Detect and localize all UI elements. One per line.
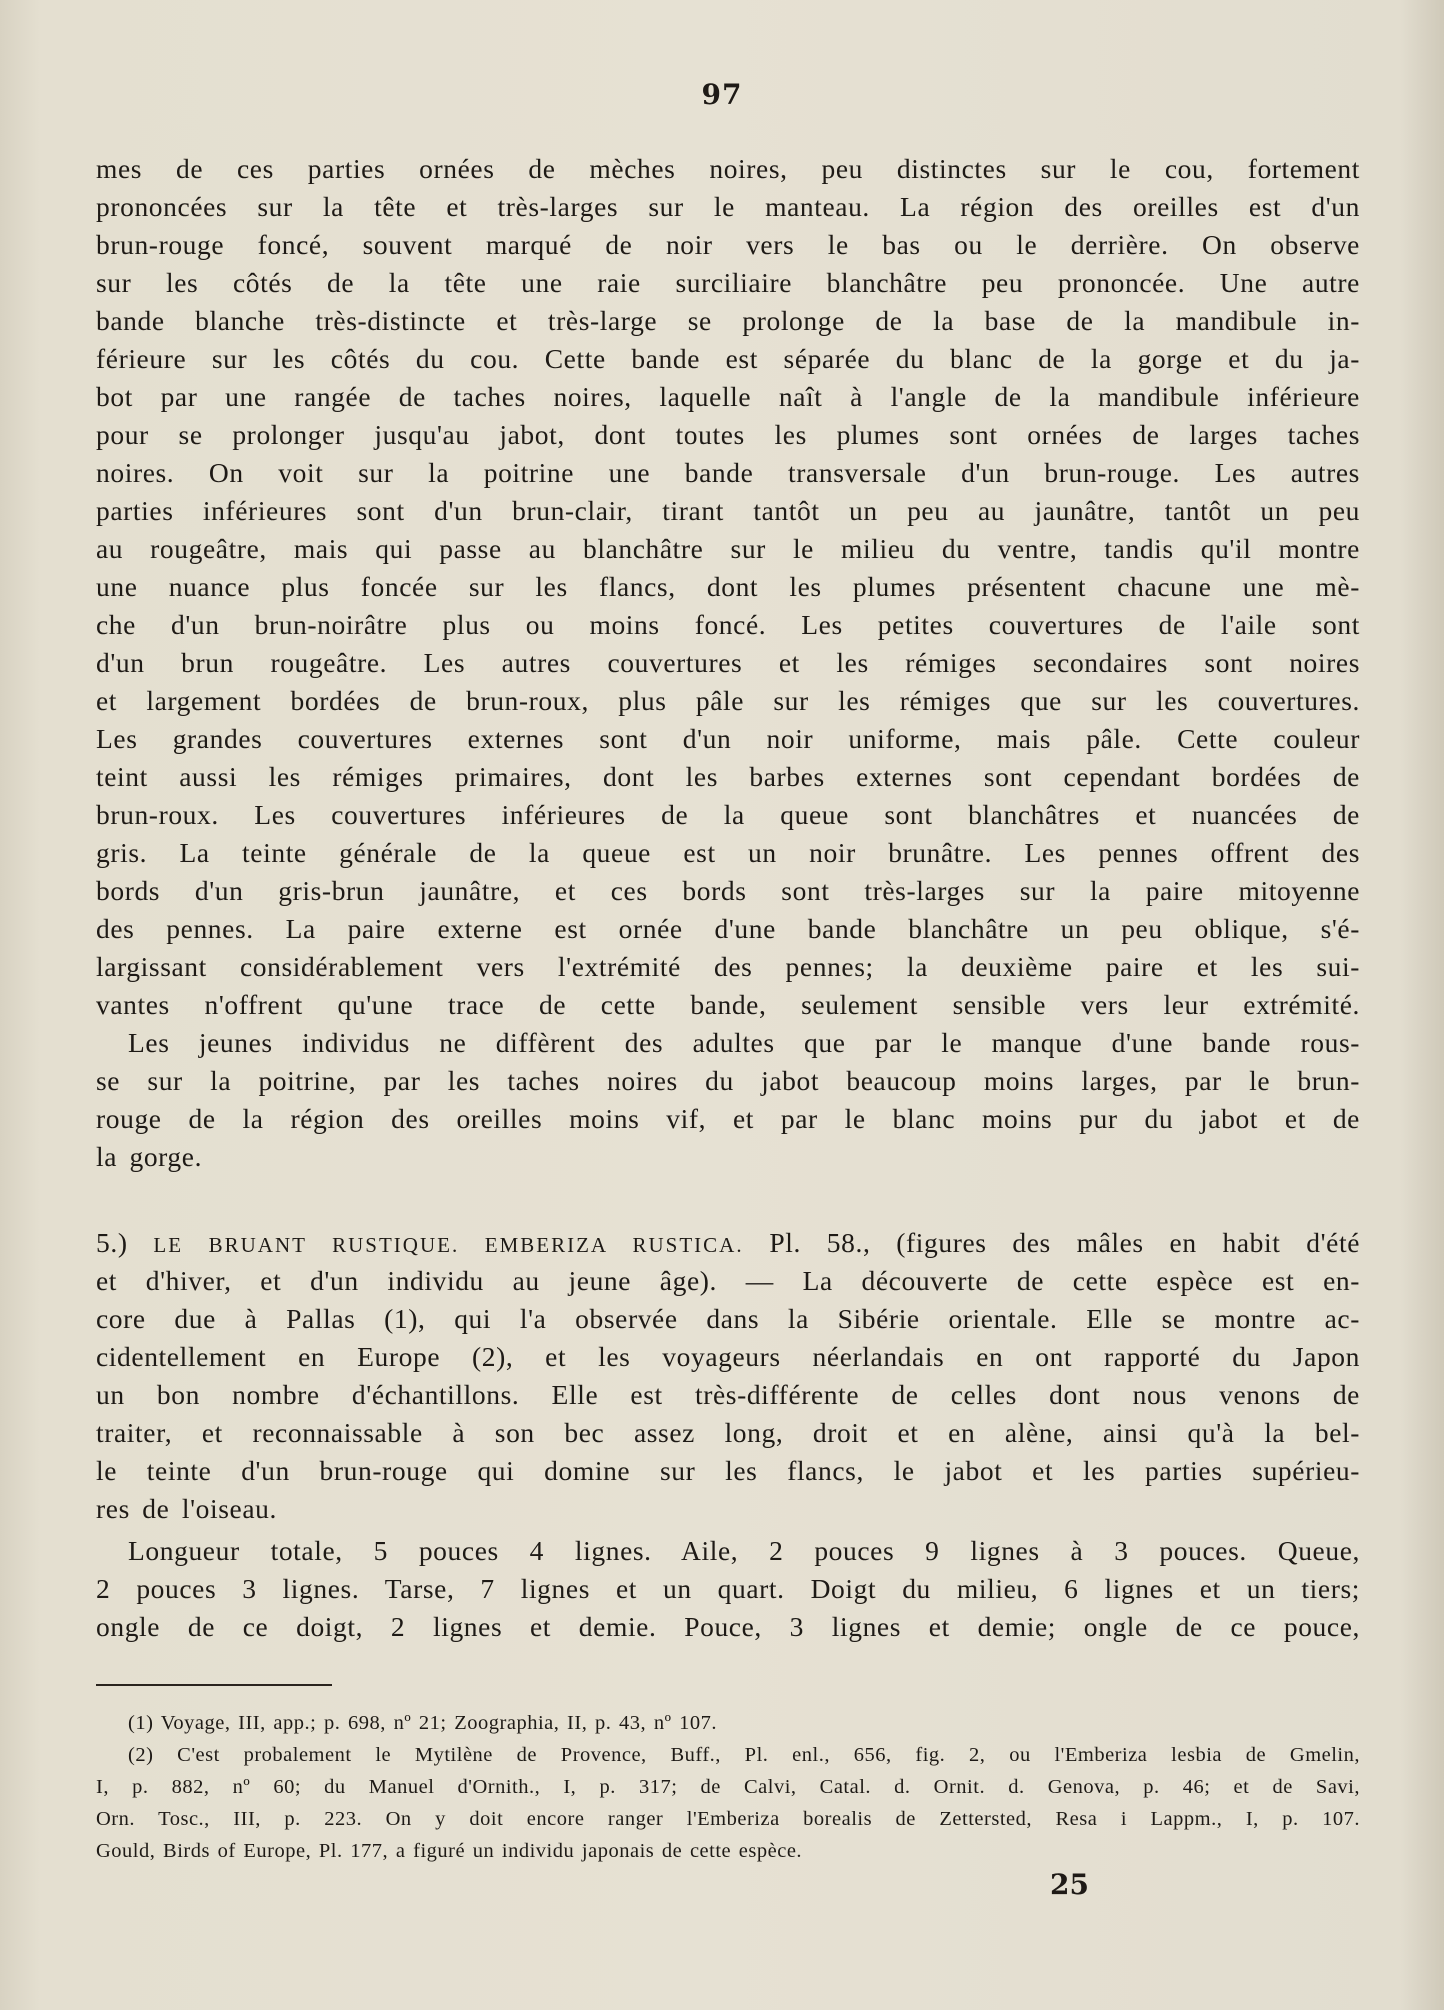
text-line: 2 pouces 3 lignes. Tarse, 7 lignes et un quart. Doigt du milieu, 6 lignes et un tiers; xyxy=(96,1573,1360,1604)
text-line: largissant considérablement vers l'extrémité des pennes; la deuxième paire et les sui- xyxy=(96,951,1360,982)
text-line: d'un brun rougeâtre. Les autres couvertures et les rémiges secondaires sont noires xyxy=(96,647,1360,678)
signature-mark: 25 xyxy=(1050,1868,1089,1901)
text-line: prononcées sur la tête et très-larges sur le manteau. La région des oreilles est d'un xyxy=(96,191,1360,222)
text-line: res de l'oiseau. xyxy=(96,1493,277,1524)
text-line: ongle de ce doigt, 2 lignes et demie. Pouce, 3 lignes et demie; ongle de ce pouce, xyxy=(96,1611,1360,1642)
text-line: teint aussi les rémiges primaires, dont les barbes externes sont cependant bordées de xyxy=(96,761,1360,792)
page-number: 97 xyxy=(701,78,743,111)
species-name: LE BRUANT RUSTIQUE. EMBERIZA RUSTICA. xyxy=(153,1233,744,1257)
footnote-rule xyxy=(96,1684,332,1686)
species-number: 5.) xyxy=(96,1227,128,1258)
text-line: traiter, et reconnaissable à son bec assez long, droit et en alène, ainsi qu'à la bel- xyxy=(96,1417,1360,1448)
text-line: et d'hiver, et d'un individu au jeune âge). — La découverte de cette espèce est en- xyxy=(96,1265,1360,1296)
text-line: la gorge. xyxy=(96,1141,203,1172)
footnote: Gould, Birds of Europe, Pl. 177, a figuré un individu japonais de cette espèce. xyxy=(96,1840,803,1862)
text-line: des pennes. La paire externe est ornée d'une bande blanchâtre un peu oblique, s'é- xyxy=(96,913,1360,944)
text-line: au rougeâtre, mais qui passe au blanchâtre sur le milieu du ventre, tandis qu'il montre xyxy=(96,533,1360,564)
footnote: I, p. 882, nº 60; du Manuel d'Ornith., I, p. 317; de Calvi, Catal. d. Ornit. d. Genova, p. 46; et de Savi, xyxy=(96,1776,1360,1798)
footnote: (1) Voyage, III, app.; p. 698, nº 21; Zoographia, II, p. 43, nº 107. xyxy=(128,1712,717,1734)
text-line: bords d'un gris-brun jaunâtre, et ces bords sont très-larges sur la paire mitoyenne xyxy=(96,875,1360,906)
text-line: brun-rouge foncé, souvent marqué de noir vers le bas ou le derrière. On observe xyxy=(96,229,1360,260)
text-line: sur les côtés de la tête une raie surciliaire blanchâtre peu prononcée. Une autre xyxy=(96,267,1360,298)
text-line: che d'un brun-noirâtre plus ou moins foncé. Les petites couvertures de l'aile sont xyxy=(96,609,1360,640)
text-line: cidentellement en Europe (2), et les voyageurs néerlandais en ont rapporté du Japon xyxy=(96,1341,1360,1372)
species-heading xyxy=(96,1224,1360,1262)
text-line: Les grandes couvertures externes sont d'un noir uniforme, mais pâle. Cette couleur xyxy=(96,723,1360,754)
text-line: Les jeunes individus ne diffèrent des adultes que par le manque d'une bande rous- xyxy=(128,1027,1360,1058)
text-line: un bon nombre d'échantillons. Elle est très-différente de celles dont nous venons de xyxy=(96,1379,1360,1410)
text-line: Longueur totale, 5 pouces 4 lignes. Aile, 2 pouces 9 lignes à 3 pouces. Queue, xyxy=(128,1535,1360,1566)
text-line: bot par une rangée de taches noires, laquelle naît à l'angle de la mandibule inférieure xyxy=(96,381,1360,412)
text-line: le teinte d'un brun-rouge qui domine sur les flancs, le jabot et les parties supérieu- xyxy=(96,1455,1360,1486)
text-line: pour se prolonger jusqu'au jabot, dont toutes les plumes sont ornées de larges taches xyxy=(96,419,1360,450)
footnote: (2) C'est probalement le Mytilène de Provence, Buff., Pl. enl., 656, fig. 2, ou l'Emberiza lesbia de Gmelin, xyxy=(128,1744,1360,1766)
text-line: core due à Pallas (1), qui l'a observée dans la Sibérie orientale. Elle se montre ac- xyxy=(96,1303,1360,1334)
text-line: rouge de la région des oreilles moins vif, et par le blanc moins pur du jabot et de xyxy=(96,1103,1360,1134)
text-line: vantes n'offrent qu'une trace de cette bande, seulement sensible vers leur extrémité. xyxy=(96,989,1360,1020)
text-line: mes de ces parties ornées de mèches noires, peu distinctes sur le cou, fortement xyxy=(96,153,1360,184)
text-line: parties inférieures sont d'un brun-clair, tirant tantôt un peu au jaunâtre, tantôt un peu xyxy=(96,495,1360,526)
text-line: brun-roux. Les couvertures inférieures de la queue sont blanchâtres et nuancées de xyxy=(96,799,1360,830)
text-line: bande blanche très-distincte et très-large se prolonge de la base de la mandibule in- xyxy=(96,305,1360,336)
species-heading-rest: Pl. 58., (figures des mâles en habit d'été xyxy=(743,1227,1360,1258)
text-line: se sur la poitrine, par les taches noires du jabot beaucoup moins larges, par le brun- xyxy=(96,1065,1360,1096)
text-line: férieure sur les côtés du cou. Cette bande est séparée du blanc de la gorge et du ja- xyxy=(96,343,1360,374)
text-line: une nuance plus foncée sur les flancs, dont les plumes présentent chacune une mè- xyxy=(96,571,1360,602)
text-line: et largement bordées de brun-roux, plus pâle sur les rémiges que sur les couvertures. xyxy=(96,685,1360,716)
footnote: Orn. Tosc., III, p. 223. On y doit encore ranger l'Emberiza borealis de Zettersted, Resa i Lappm., I, p. 107. xyxy=(96,1808,1360,1830)
text-line: gris. La teinte générale de la queue est un noir brunâtre. Les pennes offrent des xyxy=(96,837,1360,868)
text-line: noires. On voit sur la poitrine une bande transversale d'un brun-rouge. Les autres xyxy=(96,457,1360,488)
